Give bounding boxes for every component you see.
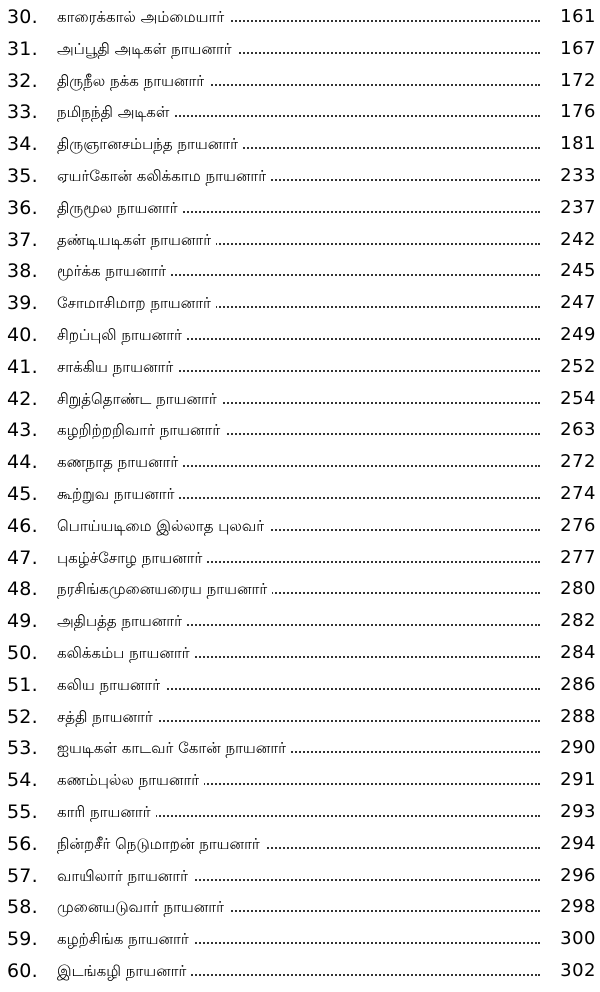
entry-number: 49.: [7, 610, 38, 633]
entry-page-number: 161: [555, 6, 596, 28]
entry-page-number: 274: [555, 483, 596, 505]
toc-entry: [0, 702, 600, 735]
toc-entry: [0, 797, 600, 830]
toc-entry: [0, 638, 600, 671]
entry-page-number: 293: [555, 801, 596, 823]
entry-number: 55.: [7, 801, 38, 823]
entry-title: சிறப்புலி நாயனார்: [57, 324, 187, 346]
entry-page-number: 291: [555, 769, 596, 791]
toc-entry: [0, 384, 600, 417]
entry-page-number: 276: [555, 515, 596, 537]
entry-title: அப்பூதி அடிகள் நாயனார்: [57, 38, 237, 60]
toc-entry: [0, 447, 600, 480]
entry-number: 46.: [7, 514, 38, 537]
entry-page-number: 280: [555, 578, 596, 600]
entry-number: 56.: [7, 832, 38, 855]
entry-number: 51.: [7, 673, 38, 696]
toc-entry: [0, 415, 600, 448]
entry-title: ஏயர்கோன் கலிக்காம நாயனார்: [57, 165, 271, 187]
toc-entry: [0, 288, 600, 321]
entry-number: 33.: [7, 101, 38, 124]
entry-title: வாயிலார் நாயனார்: [57, 865, 193, 887]
toc-entry: [0, 765, 600, 798]
entry-page-number: 245: [555, 260, 596, 282]
toc-entry: [0, 256, 600, 289]
entry-title: திருஞானசம்பந்த நாயனார்: [57, 133, 243, 155]
toc-entry: [0, 2, 600, 35]
toc-entry: [0, 543, 600, 576]
entry-title: மூர்க்க நாயனார்: [57, 260, 171, 282]
entry-number: 31.: [7, 37, 38, 60]
entry-title: புகழ்ச்சோழ நாயனார்: [57, 547, 207, 569]
entry-number: 57.: [7, 864, 38, 887]
entry-page-number: 237: [555, 197, 596, 219]
entry-number: 52.: [7, 705, 38, 728]
toc-entry: [0, 193, 600, 226]
entry-page-number: 302: [555, 960, 596, 982]
entry-number: 30.: [7, 6, 38, 28]
toc-entry: [0, 956, 600, 989]
entry-page-number: 247: [555, 292, 596, 314]
entry-page-number: 290: [555, 737, 596, 759]
entry-page-number: 288: [555, 706, 596, 728]
entry-number: 58.: [7, 896, 38, 919]
entry-title: நரசிங்கமுனையரைய நாயனார்: [57, 578, 272, 600]
toc-entry: [0, 670, 600, 703]
entry-number: 42.: [7, 387, 38, 410]
entry-title: காரி நாயனார்: [57, 801, 156, 823]
entry-number: 41.: [7, 355, 38, 378]
entry-page-number: 172: [555, 70, 596, 92]
toc-entry: [0, 66, 600, 99]
entry-title: கணம்புல்ல நாயனார்: [57, 769, 204, 791]
toc-entry: [0, 892, 600, 925]
entry-page-number: 181: [555, 133, 596, 155]
entry-title: பொய்யடிமை இல்லாத புலவர்: [57, 515, 269, 537]
entry-page-number: 294: [555, 833, 596, 855]
entry-page-number: 284: [555, 642, 596, 664]
entry-title: தண்டியடிகள் நாயனார்: [57, 229, 216, 251]
entry-number: 34.: [7, 133, 38, 156]
toc-entry: [0, 574, 600, 607]
entry-title: முனையடுவார் நாயனார்: [57, 896, 229, 918]
entry-page-number: 296: [555, 865, 596, 887]
entry-number: 50.: [7, 642, 38, 664]
toc-entry: [0, 225, 600, 258]
toc-entry: [0, 829, 600, 862]
toc-entry: [0, 733, 600, 766]
entry-title: திருமூல நாயனார்: [57, 197, 183, 219]
entry-number: 39.: [7, 292, 38, 315]
entry-title: கூற்றுவ நாயனார்: [57, 483, 179, 505]
entry-number: 47.: [7, 546, 38, 569]
entry-title: சிறுத்தொண்ட நாயனார்: [57, 388, 222, 410]
entry-page-number: 263: [555, 419, 596, 441]
entry-title: கலிய நாயனார்: [57, 674, 165, 696]
entry-number: 35.: [7, 165, 38, 187]
entry-number: 32.: [7, 69, 38, 92]
entry-title: கணநாத நாயனார்: [57, 451, 183, 473]
toc-entry: [0, 320, 600, 353]
toc-entry: [0, 861, 600, 894]
entry-page-number: 254: [555, 388, 596, 410]
entry-number: 43.: [7, 419, 38, 442]
entry-number: 40.: [7, 324, 38, 346]
entry-title: அதிபத்த நாயனார்: [57, 610, 187, 632]
entry-page-number: 233: [555, 165, 596, 187]
entry-page-number: 282: [555, 610, 596, 632]
entry-page-number: 167: [555, 38, 596, 60]
entry-title: இடங்கழி நாயனார்: [57, 960, 191, 982]
entry-title: கழற்சிங்க நாயனார்: [57, 928, 194, 950]
toc-entry: [0, 479, 600, 512]
entry-page-number: 272: [555, 451, 596, 473]
entry-page-number: 298: [555, 896, 596, 918]
entry-page-number: 176: [555, 101, 596, 123]
entry-page-number: 242: [555, 229, 596, 251]
entry-page-number: 252: [555, 356, 596, 378]
entry-page-number: 286: [555, 674, 596, 696]
entry-page-number: 300: [555, 928, 596, 950]
entry-title: கழறிற்றறிவார் நாயனார்: [57, 419, 225, 441]
entry-number: 38.: [7, 260, 38, 283]
entry-number: 60.: [7, 960, 38, 982]
toc-entry: [0, 97, 600, 130]
toc-entry: [0, 606, 600, 639]
entry-number: 48.: [7, 578, 38, 601]
entry-title: சத்தி நாயனார்: [57, 706, 158, 728]
entry-number: 54.: [7, 769, 38, 792]
toc-entry: [0, 352, 600, 385]
entry-number: 53.: [7, 737, 38, 760]
entry-title: நின்றசீர் நெடுமாறன் நாயனார்: [57, 833, 265, 855]
toc-entry: [0, 34, 600, 67]
entry-number: 37.: [7, 228, 38, 251]
entry-page-number: 277: [555, 547, 596, 569]
entry-title: திருநீல நக்க நாயனார்: [57, 70, 209, 92]
entry-title: சாக்கிய நாயனார்: [57, 356, 178, 378]
entry-number: 59.: [7, 928, 38, 951]
entry-title: நமிநந்தி அடிகள்: [57, 101, 174, 123]
toc-entry: [0, 511, 600, 544]
toc-entry: [0, 924, 600, 957]
entry-title: சோமாசிமாற நாயனார்: [57, 292, 216, 314]
entry-title: ஐயடிகள் காடவர் கோன் நாயனார்: [57, 737, 291, 759]
entry-title: கலிக்கம்ப நாயனார்: [57, 642, 195, 664]
toc-entry: [0, 129, 600, 162]
entry-number: 36.: [7, 196, 38, 219]
entry-page-number: 249: [555, 324, 596, 346]
entry-number: 44.: [7, 451, 38, 474]
entry-number: 45.: [7, 483, 38, 505]
entry-title: காரைக்கால் அம்மையார்: [57, 6, 229, 28]
toc-entry: [0, 161, 600, 194]
